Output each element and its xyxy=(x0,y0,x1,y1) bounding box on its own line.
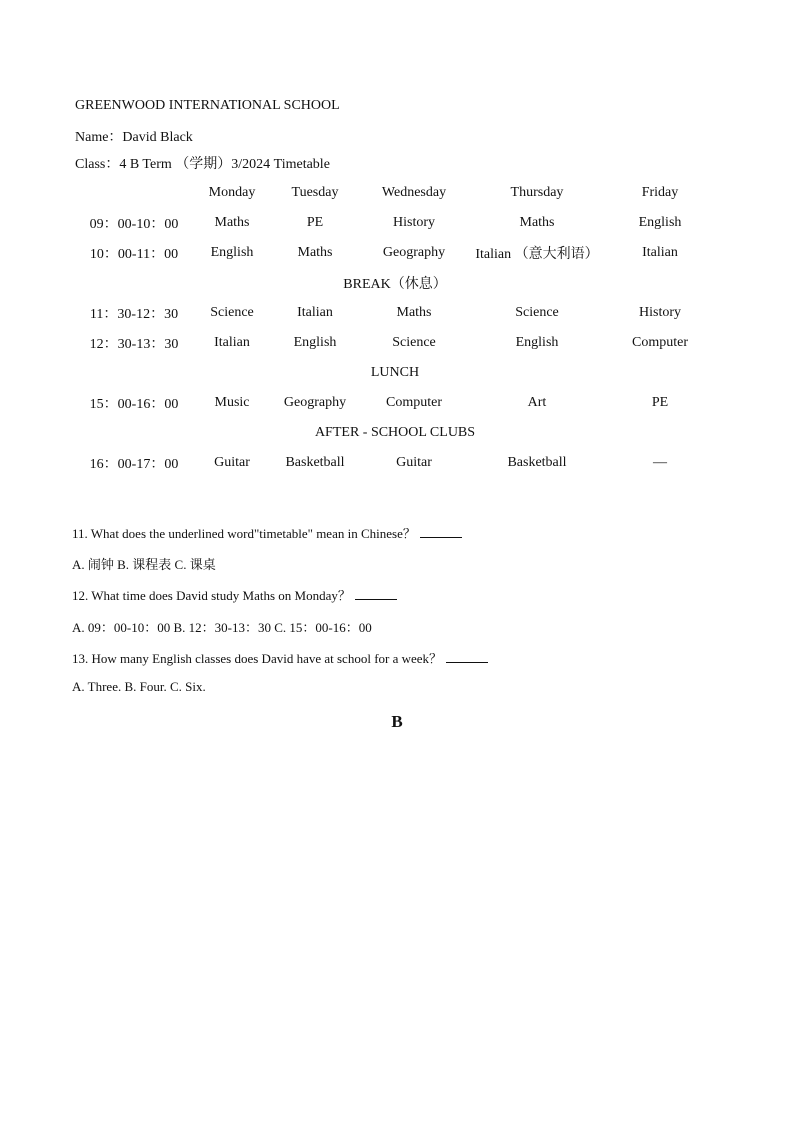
table-row xyxy=(75,238,715,268)
subject-cell: Geography xyxy=(382,245,446,260)
answer-blank[interactable] xyxy=(420,536,462,538)
subject-cell: Maths xyxy=(297,245,333,260)
timetable-header-row xyxy=(75,178,715,208)
table-row xyxy=(75,208,715,238)
answer-blank[interactable] xyxy=(355,598,397,600)
clubs-label: AFTER - SCHOOL CLUBS xyxy=(314,425,476,440)
time-column-header xyxy=(75,178,193,208)
break-row xyxy=(75,268,715,298)
question-13-options: A. Three. B. Four. C. Six. xyxy=(72,679,206,694)
subject-cell: Music xyxy=(214,395,250,410)
class-term-line: Class：4 B Term （学期）3/2024 Timetable xyxy=(75,157,330,172)
subject-cell: English xyxy=(515,335,559,350)
subject-cell: Italian xyxy=(297,305,333,320)
day-header: Tuesday xyxy=(291,185,339,200)
question-stem: 12. What time does David study Maths on Monday？ xyxy=(72,588,351,603)
subject-cell: — xyxy=(653,455,667,470)
subject-cell: Computer xyxy=(386,395,442,410)
subject-cell: Guitar xyxy=(396,455,432,470)
subject-cell: Geography xyxy=(283,395,347,410)
table-row xyxy=(75,328,715,358)
subject-cell: Science xyxy=(210,305,254,320)
subject-cell: English xyxy=(210,245,254,260)
subject-cell: Basketball xyxy=(285,455,345,470)
question-11-options: A. 闹钟 B. 课程表 C. 课桌 xyxy=(72,557,216,572)
subject-cell: Maths xyxy=(214,215,250,230)
question-stem: 11. What does the underlined word"timetable" mean in Chinese？ xyxy=(72,526,416,541)
subject-cell: Maths xyxy=(519,215,555,230)
clubs-row xyxy=(75,418,715,448)
table-row xyxy=(75,448,715,478)
timetable xyxy=(75,178,715,478)
subject-cell: English xyxy=(638,215,682,230)
subject-cell: Italian （意大利语） xyxy=(475,247,599,262)
subject-cell: PE xyxy=(306,215,324,230)
question-12-options: A. 09：00-10：00 B. 12：30-13：30 C. 15：00-16：00 xyxy=(72,620,372,635)
day-header: Wednesday xyxy=(381,185,447,200)
lunch-row xyxy=(75,358,715,388)
subject-cell: Basketball xyxy=(507,455,567,470)
time-cell: 15：00-16：00 xyxy=(89,397,179,412)
time-cell: 11：30-12：30 xyxy=(89,307,179,322)
table-row xyxy=(75,298,715,328)
subject-cell: History xyxy=(393,215,435,230)
question-12 xyxy=(72,585,397,604)
subject-cell: Maths xyxy=(396,305,432,320)
question-11 xyxy=(72,523,462,542)
subject-cell: Science xyxy=(392,335,436,350)
question-stem: 13. How many English classes does David have at school for a week？ xyxy=(72,651,443,666)
time-cell: 10：00-11：00 xyxy=(89,247,179,262)
subject-cell: Guitar xyxy=(214,455,250,470)
time-cell: 16：00-17：00 xyxy=(89,457,179,472)
lunch-label: LUNCH xyxy=(370,365,420,380)
subject-cell: Computer xyxy=(632,335,688,350)
subject-cell: English xyxy=(293,335,337,350)
answer-blank[interactable] xyxy=(446,661,488,663)
subject-cell: Italian xyxy=(642,245,678,260)
school-name: GREENWOOD INTERNATIONAL SCHOOL xyxy=(75,98,340,113)
student-name: Name：David Black xyxy=(75,130,193,145)
section-heading: B xyxy=(391,712,403,731)
day-header: Friday xyxy=(641,185,679,200)
day-header: Monday xyxy=(208,185,256,200)
table-row xyxy=(75,388,715,418)
day-header: Thursday xyxy=(510,185,564,200)
time-cell: 09：00-10：00 xyxy=(89,217,179,232)
break-label: BREAK（休息） xyxy=(343,277,447,292)
subject-cell: Science xyxy=(515,305,559,320)
time-cell: 12：30-13：30 xyxy=(89,337,179,352)
subject-cell: Art xyxy=(527,395,547,410)
subject-cell: History xyxy=(639,305,681,320)
subject-cell: Italian xyxy=(214,335,250,350)
subject-cell: PE xyxy=(651,395,669,410)
question-13 xyxy=(72,648,488,667)
